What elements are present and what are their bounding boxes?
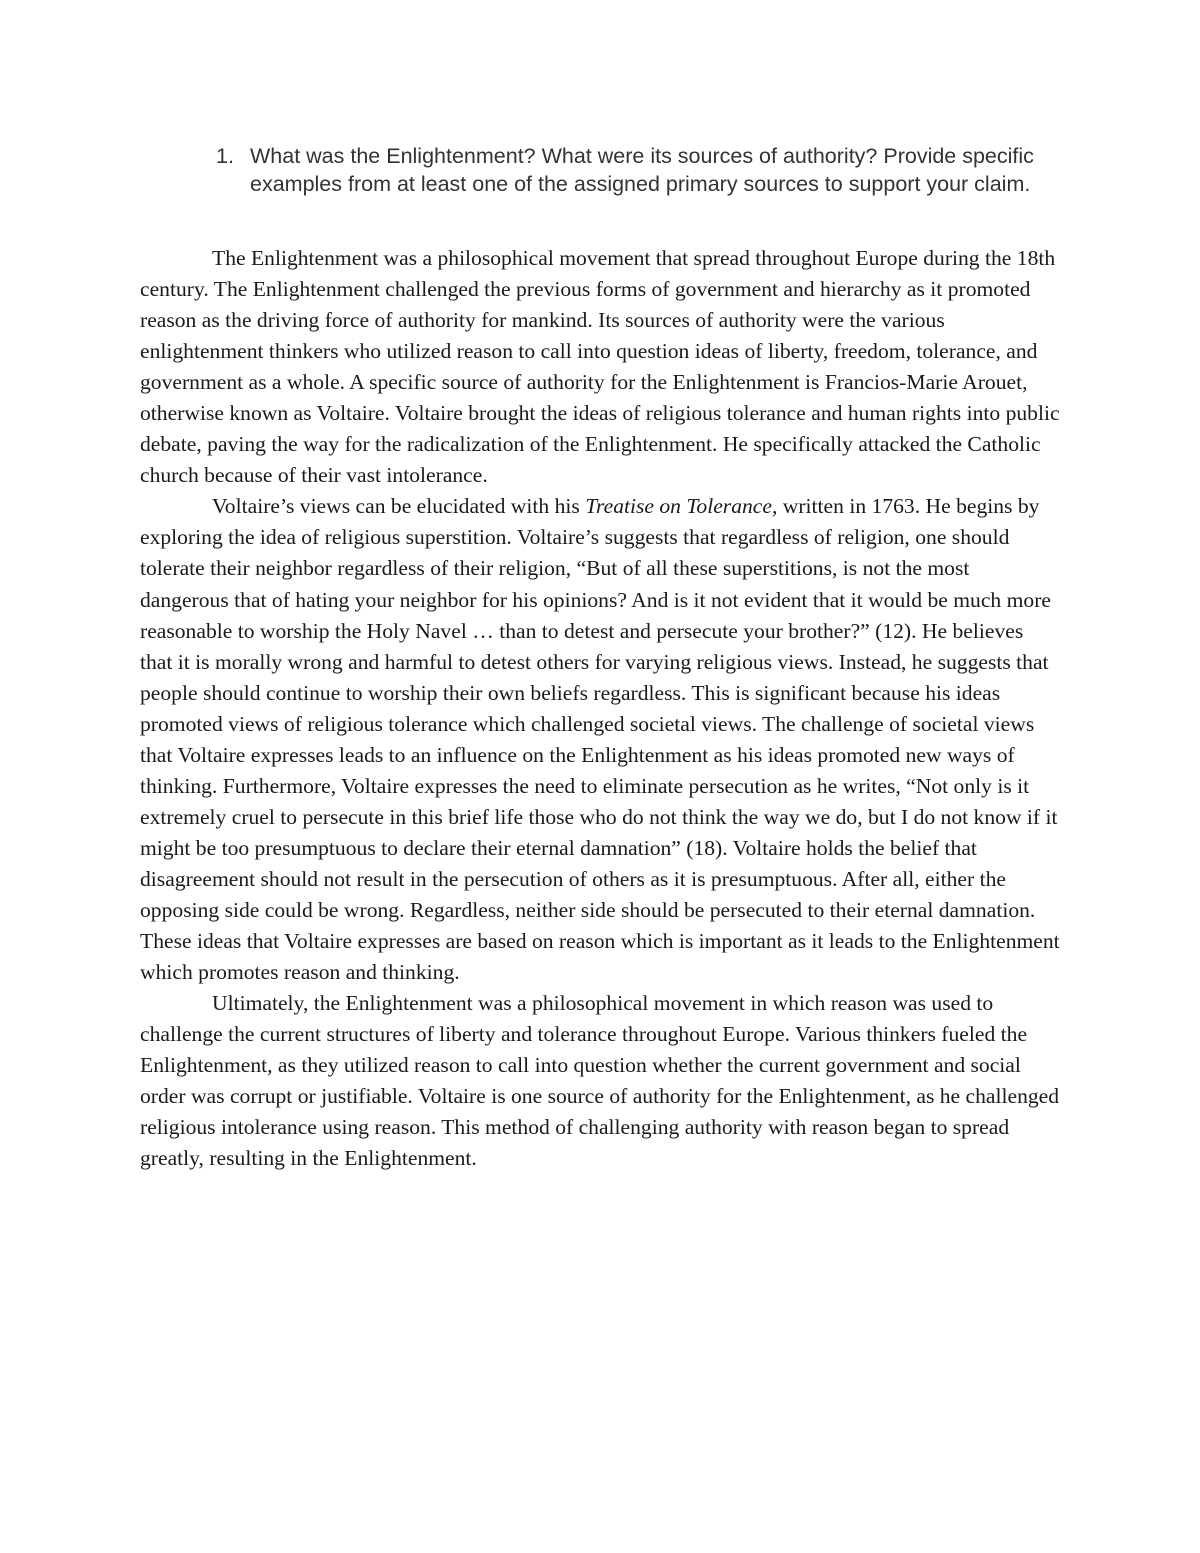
paragraph-conclusion: Ultimately, the Enlightenment was a philosophical movement in which reason was used to challenge the current structures of liberty and tolerance throughout Europe. Various thinkers fueled the Enlightenment, as they utilized reason to call into question whether the current government and social order was corrupt or justifiable. Voltaire is one source of authority for the Enlightenment, as he challenged religious intolerance using reason. This method of challenging authority with reason began to spread greatly, resulting in the Enlightenment. xyxy=(140,991,1060,1171)
paragraph-2-body: written in 1763. He begins by exploring the idea of religious superstition. Voltaire’s suggests that regardless of religion, one should tolerate their neighbor regardless of their religion, “But of all these superstitions, is not the most dangerous that of hating your neighbor for his opinions? And is it not evident that it would be much more reasonable to worship the Holy Navel … than to detest and persecute your brother?” (12). He believes that it is morally wrong and harmful to detest others for varying religious views. Instead, he suggests that people should continue to worship their own beliefs regardless. This is significant because his ideas promoted views of religious tolerance which challenged societal views. The challenge of societal views that Voltaire expresses leads to an influence on the Enlightenment as his ideas promoted new ways of thinking. Furthermore, Voltaire expresses the need to eliminate persecution as he writes, “Not only is it extremely cruel to persecute in this brief life those who do not think the way we do, but I do not know if it might be too presumptuous to declare their eternal damnation” (18). Voltaire holds the belief that disagreement should not result in the persecution of others as it is presumptuous. After all, either the opposing side could be wrong. Regardless, neither side should be persecuted to their eternal damnation. These ideas that Voltaire expresses are based on reason which is important as it leads to the Enlightenment which promotes reason and thinking. xyxy=(140,494,1060,985)
paragraph-introduction: The Enlightenment was a philosophical movement that spread throughout Europe during the 18th century. The Enlightenment challenged the previous forms of government and hierarchy as it promoted reason as the driving force of authority for mankind. Its sources of authority were the various enlightenment thinkers who utilized reason to call into question ideas of liberty, freedom, tolerance, and government as a whole. A specific source of authority for the Enlightenment is Francios-Marie Arouet, otherwise known as Voltaire. Voltaire brought the ideas of religious tolerance and human rights into public debate, paving the way for the radicalization of the Enlightenment. He specifically attacked the Catholic church because of their vast intolerance. xyxy=(140,246,1060,488)
paragraph-2-lead-in: Voltaire’s views can be elucidated with his xyxy=(212,494,586,519)
assignment-question xyxy=(216,143,1046,198)
essay-body xyxy=(140,243,1060,1174)
question-number: 1. xyxy=(216,144,234,168)
question-text: What was the Enlightenment? What were its sources of authority? Provide specific examples from at least one of the assigned primary sources to support your claim. xyxy=(250,144,1034,196)
paragraph-voltaire-treatise xyxy=(140,491,1060,988)
book-title: Treatise on Tolerance, xyxy=(585,494,778,519)
